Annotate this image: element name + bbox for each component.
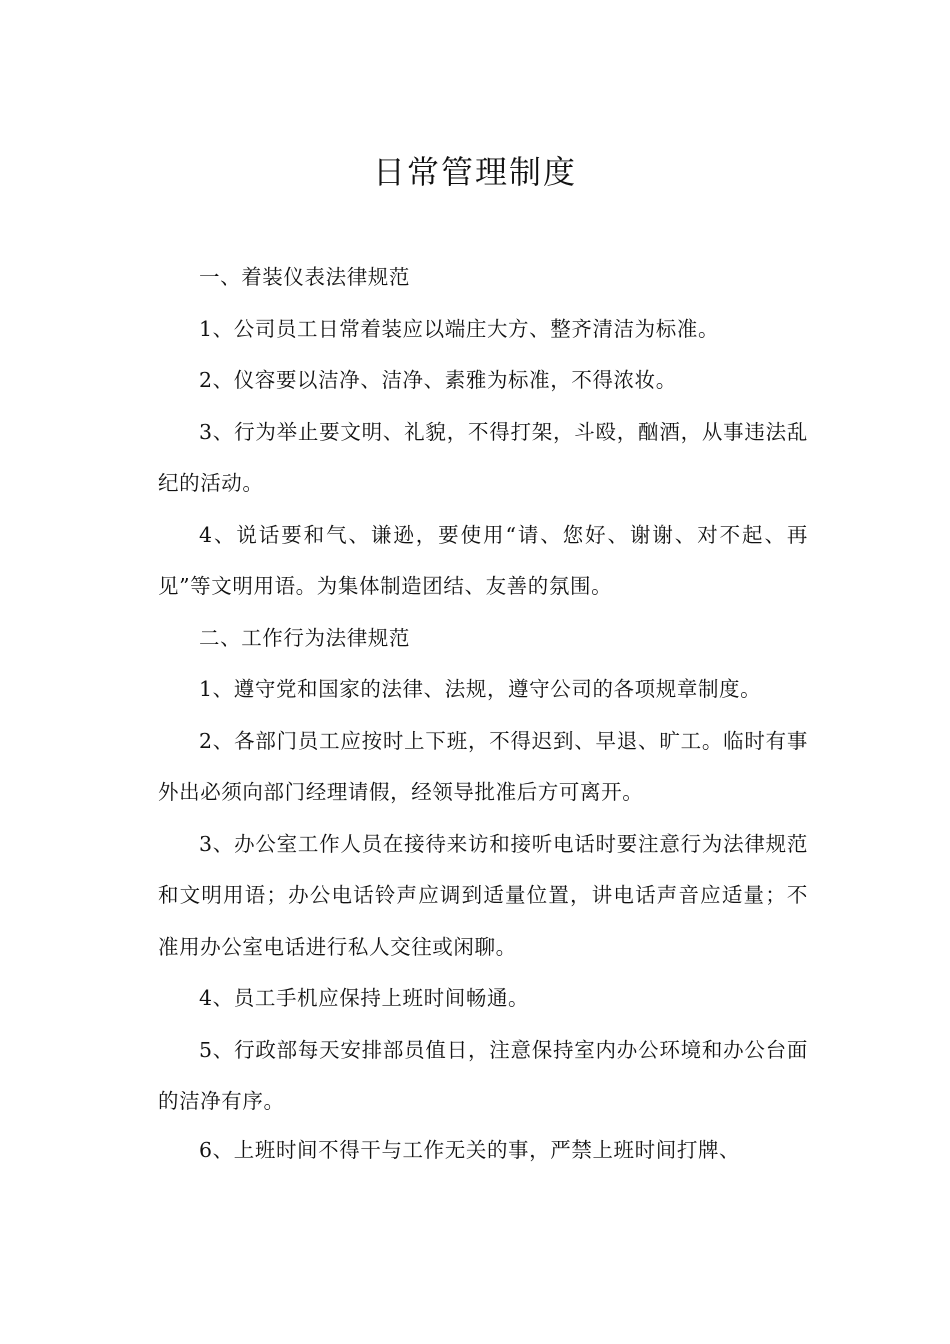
paragraph-work-5: 5、行政部每天安排部员值日，注意保持室内办公环境和办公台面的洁净有序。 — [158, 1037, 808, 1113]
paragraph-work-4: 4、员工手机应保持上班时间畅通。 — [199, 986, 530, 1010]
paragraph-attire-2: 2、仪容要以洁净、洁净、素雅为标准，不得浓妆。 — [199, 368, 677, 392]
section-heading-work: 二、工作行为法律规范 — [199, 625, 410, 650]
document-title: 日常管理制度 — [372, 153, 577, 191]
paragraph-work-3: 3、办公室工作人员在接待来访和接听电话时要注意行为法律规范和文明用语；办公电话铃声应调到适量位置，讲电话声音应适量；不准用办公室电话进行私人交往或闲聊。 — [158, 831, 808, 959]
paragraph-work-1: 1、遵守党和国家的法律、法规，遵守公司的各项规章制度。 — [199, 677, 762, 701]
paragraph-work-2: 2、各部门员工应按时上下班，不得迟到、早退、旷工。临时有事外出必须向部门经理请假，经领导批准后方可离开。 — [158, 728, 808, 804]
section-heading-attire: 一、着装仪表法律规范 — [199, 265, 410, 289]
paragraph-work-6: 6、上班时间不得干与工作无关的事，严禁上班时间打牌、 — [199, 1137, 741, 1162]
paragraph-attire-3: 3、行为举止要文明、礼貌，不得打架，斗殴，酗酒，从事违法乱纪的活动。 — [158, 419, 808, 495]
paragraph-attire-4: 4、说话要和气、谦逊，要使用“请、您好、谢谢、对不起、再见”等文明用语。为集体制造团结、友善的氛围。 — [158, 522, 808, 598]
paragraph-attire-1: 1、公司员工日常着装应以端庄大方、整齐清洁为标准。 — [199, 316, 720, 341]
document-body — [158, 252, 808, 1173]
